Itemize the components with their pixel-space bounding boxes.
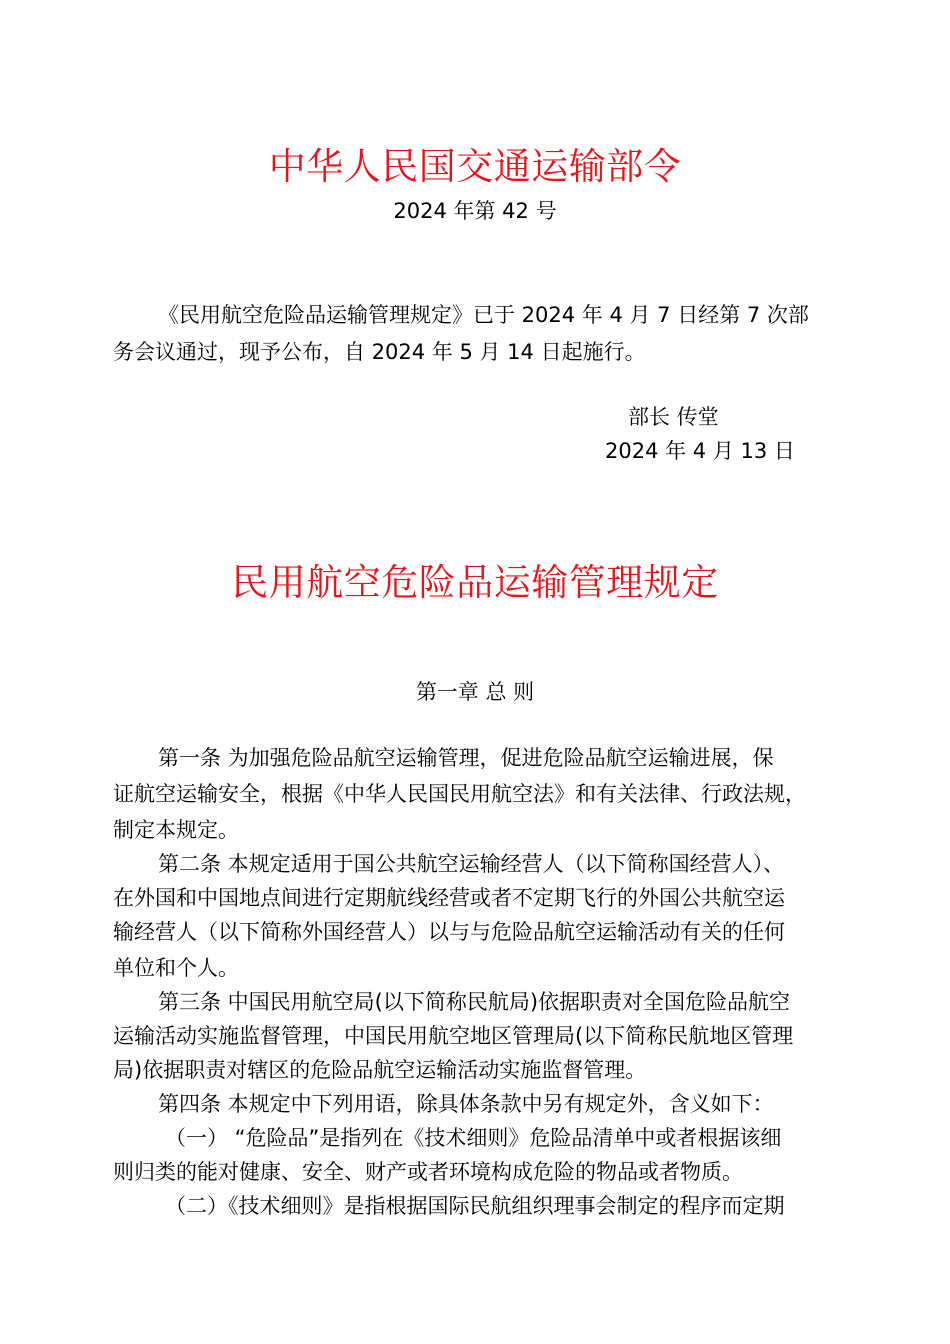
body-line: （二）《技术细则》是指根据国际民航组织理事会制定的程序而定期 xyxy=(165,1194,785,1218)
body-line: 第三条 中国民用航空局(以下简称民航局)依据职责对全国危险品航空 xyxy=(158,990,791,1014)
announcement-line-2: 务会议通过，现予公布，自 2024 年 5 月 14 日起施行。 xyxy=(113,340,646,364)
body-line: 局)依据职责对辖区的危险品航空运输活动实施监督管理。 xyxy=(113,1058,647,1082)
body-line: 则归类的能对健康、安全、财产或者环境构成危险的物品或者物质。 xyxy=(113,1160,743,1184)
body-line: 证航空运输安全，根据《中华人民国民用航空法》和有关法律、行政法规， xyxy=(113,782,806,806)
chapter-heading: 第一章 总 则 xyxy=(415,680,535,704)
order-number: 2024 年第 42 号 xyxy=(393,199,557,223)
body-line: 制定本规定。 xyxy=(113,818,239,842)
body-line: 输经营人（以下简称外国经营人）以与与危险品航空运输活动有关的任何 xyxy=(113,920,785,944)
body-line: 在外国和中国地点间进行定期航线经营或者不定期飞行的外国公共航空运 xyxy=(113,886,785,910)
body-line: （一） “危险品”是指列在《技术细则》危险品清单中或者根据该细 xyxy=(165,1126,782,1150)
body-line: 单位和个人。 xyxy=(113,956,239,980)
signature-title: 部长 传堂 xyxy=(628,405,719,429)
body-line: 第四条 本规定中下列用语，除具体条款中另有规定外，含义如下： xyxy=(158,1092,774,1116)
body-line: 第二条 本规定适用于国公共航空运输经营人（以下简称国经营人）、 xyxy=(158,852,785,876)
regulation-title: 民用航空危险品运输管理规定 xyxy=(231,561,719,604)
body-line: 第一条 为加强危险品航空运输管理，促进危险品航空运输进展，保 xyxy=(158,746,774,770)
announcement-line-1: 《民用航空危险品运输管理规定》已于 2024 年 4 月 7 日经第 7 次部 xyxy=(158,303,809,327)
order-title: 中华人民国交通运输部令 xyxy=(268,145,682,188)
signature-date: 2024 年 4 月 13 日 xyxy=(605,439,795,463)
body-line: 运输活动实施监督管理，中国民用航空地区管理局(以下简称民航地区管理 xyxy=(113,1024,794,1048)
